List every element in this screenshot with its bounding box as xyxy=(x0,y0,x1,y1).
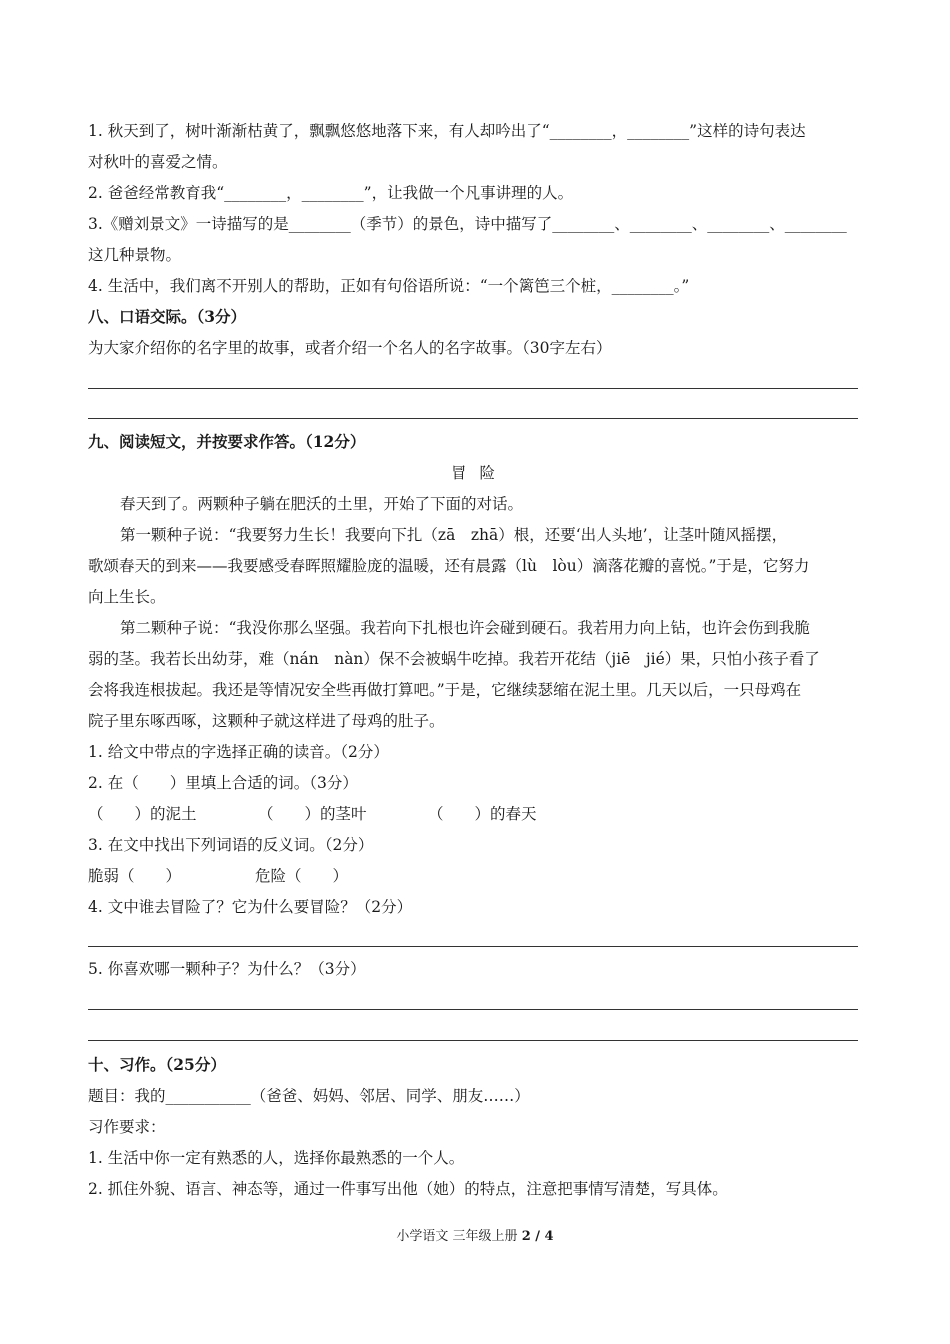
passage-title: 冒 险 xyxy=(451,464,499,482)
passage-p2-line1: 第一颗种子说：“我要努力生长！我要向下扎（zā zhā）根，还要‘出人头地’，让茎叶随风摇摆， xyxy=(120,526,788,544)
s9-q1: 1. 给文中带点的字选择正确的读音。（2分） xyxy=(88,743,389,761)
passage-p3-line1: 第二颗种子说：“我没你那么坚强。我若向下扎根也许会碰到硬石。我若用力向上钻，也许会伤到我脆 xyxy=(120,619,810,637)
essay-requirement-2: 2. 抓住外貌、语言、神态等，通过一件事写出他（她）的特点，注意把事情写清楚，写具体。 xyxy=(88,1180,728,1198)
answer-line xyxy=(88,388,858,389)
answer-line xyxy=(88,946,858,947)
essay-requirements-label: 习作要求： xyxy=(88,1118,166,1136)
answer-line xyxy=(88,1009,858,1010)
page-number: 2 / 4 xyxy=(521,1229,554,1244)
s9-q2: 2. 在（ ）里填上合适的词。（3分） xyxy=(88,774,358,792)
s9-q5: 5. 你喜欢哪一颗种子？为什么？（3分） xyxy=(88,960,366,978)
s9-q4: 4. 文中谁去冒险了？它为什么要冒险？（2分） xyxy=(88,898,413,916)
section8-prompt: 为大家介绍你的名字里的故事，或者介绍一个名人的名字故事。（30字左右） xyxy=(88,339,612,357)
s7-q1-line2: 对秋叶的喜爱之情。 xyxy=(88,153,228,171)
essay-topic: 题目：我的___________（爸爸、妈妈、邻居、同学、朋友……） xyxy=(88,1087,530,1105)
antonym-item: 危险（ ） xyxy=(255,867,349,885)
footer-label: 小学语文 三年级上册 xyxy=(396,1229,518,1244)
s7-q3-line1: 3.《赠刘景文》一诗描写的是________（季节）的景色，诗中描写了________、________、________、________ xyxy=(88,215,847,233)
passage-p3-line3: 会将我连根拔起。我还是等情况安全些再做打算吧。”于是，它继续瑟缩在泥土里。几天以后，一只母鸡在 xyxy=(88,681,802,699)
fill-blank-item: （ ）的茎叶 xyxy=(258,805,367,823)
section9-heading: 九、阅读短文，并按要求作答。（12分） xyxy=(88,432,366,451)
fill-blank-item: （ ）的春天 xyxy=(428,805,537,823)
s7-q3-line2: 这几种景物。 xyxy=(88,246,182,264)
passage-p3-line4: 院子里东啄西啄，这颗种子就这样进了母鸡的肚子。 xyxy=(88,712,445,730)
s9-q3: 3. 在文中找出下列词语的反义词。（2分） xyxy=(88,836,374,854)
s7-q2: 2. 爸爸经常教育我“________，________”，让我做一个凡事讲理的人。 xyxy=(88,184,574,202)
s7-q1-line1: 1. 秋天到了，树叶渐渐枯黄了，飘飘悠悠地落下来，有人却吟出了“________，________”这样的诗句表达 xyxy=(88,122,806,140)
section8-heading: 八、口语交际。（3分） xyxy=(88,307,247,326)
section10-heading: 十、习作。（25分） xyxy=(88,1055,226,1074)
page-footer xyxy=(0,1225,950,1244)
essay-requirement-1: 1. 生活中你一定有熟悉的人，选择你最熟悉的一个人。 xyxy=(88,1149,465,1167)
answer-line xyxy=(88,1040,858,1041)
passage-p2-line2: 歌颂春天的到来——我要感受春晖照耀脸庞的温暖，还有晨露（lù lòu）滴落花瓣的喜悦。”于是，它努力 xyxy=(88,557,810,575)
fill-blank-item: （ ）的泥土 xyxy=(88,805,197,823)
passage-p1: 春天到了。两颗种子躺在肥沃的土里，开始了下面的对话。 xyxy=(120,495,524,513)
antonym-item: 脆弱（ ） xyxy=(88,867,182,885)
answer-line xyxy=(88,418,858,419)
passage-p2-line3: 向上生长。 xyxy=(88,588,166,606)
passage-p3-line2: 弱的茎。我若长出幼芽，难（nán nàn）保不会被蜗牛吃掉。我若开花结（jiē jié）果，只怕小孩子看了 xyxy=(88,650,820,668)
s7-q4: 4. 生活中，我们离不开别人的帮助，正如有句俗语所说：“一个篱笆三个桩，________。” xyxy=(88,277,690,295)
